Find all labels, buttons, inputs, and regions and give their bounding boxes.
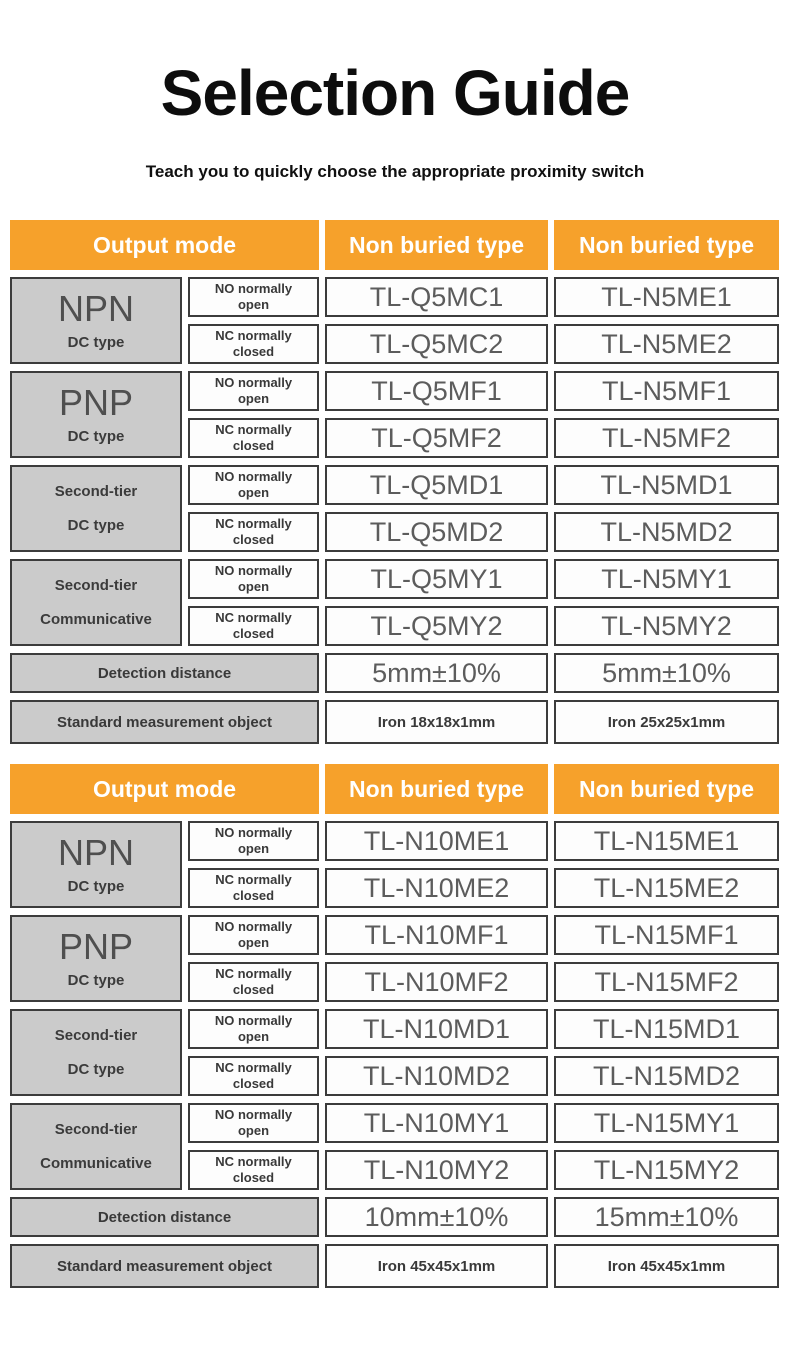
output-type-sub: Communicative <box>40 1154 152 1172</box>
model-cell: TL-N15MD1 <box>554 1009 779 1049</box>
contact-cell-no: NO normally open <box>188 821 319 861</box>
model-cell: TL-Q5MC1 <box>325 277 548 317</box>
output-type-cell-second-tier-dc <box>10 465 182 552</box>
detection-distance-value: 5mm±10% <box>325 653 548 693</box>
model-cell: TL-N15MY1 <box>554 1103 779 1143</box>
model-cell: TL-N5ME1 <box>554 277 779 317</box>
model-cell: TL-Q5MC2 <box>325 324 548 364</box>
model-cell: TL-N5MF1 <box>554 371 779 411</box>
model-cell: TL-N10ME1 <box>325 821 548 861</box>
column-header-output-mode: Output mode <box>10 764 319 814</box>
standard-object-label: Standard measurement object <box>10 700 319 744</box>
column-header-non-buried-1: Non buried type <box>325 220 548 270</box>
column-header-non-buried-1: Non buried type <box>325 764 548 814</box>
selection-guide-page <box>0 58 790 1296</box>
model-cell: TL-N5MY2 <box>554 606 779 646</box>
contact-cell-no: NO normally open <box>188 559 319 599</box>
contact-cell-nc: NC normally closed <box>188 868 319 908</box>
contact-cell-no: NO normally open <box>188 1009 319 1049</box>
model-cell: TL-N10ME2 <box>325 868 548 908</box>
model-cell: TL-N5MF2 <box>554 418 779 458</box>
output-type-name: PNP <box>58 381 134 423</box>
output-type-name: Second-tier <box>54 483 138 501</box>
model-cell: TL-Q5MF2 <box>325 418 548 458</box>
model-cell: TL-N15MY2 <box>554 1150 779 1190</box>
model-cell: TL-Q5MY2 <box>325 606 548 646</box>
standard-object-value: Iron 25x25x1mm <box>554 700 779 744</box>
model-cell: TL-N15ME2 <box>554 868 779 908</box>
contact-cell-no: NO normally open <box>188 465 319 505</box>
detection-distance-label: Detection distance <box>10 653 319 693</box>
model-cell: TL-N10MF1 <box>325 915 548 955</box>
model-cell: TL-N15ME1 <box>554 821 779 861</box>
contact-cell-no: NO normally open <box>188 1103 319 1143</box>
output-type-sub: Communicative <box>40 610 152 628</box>
selection-table-1 <box>10 220 780 744</box>
column-header-non-buried-2: Non buried type <box>554 220 779 270</box>
output-type-cell-npn <box>10 821 182 908</box>
output-type-cell-second-tier-ac <box>10 559 182 646</box>
model-cell: TL-N5MY1 <box>554 559 779 599</box>
contact-cell-nc: NC normally closed <box>188 324 319 364</box>
output-type-sub: DC type <box>67 877 125 895</box>
page-title: Selection Guide <box>160 57 630 129</box>
standard-object-value: Iron 45x45x1mm <box>554 1244 779 1288</box>
output-type-sub: DC type <box>67 333 125 351</box>
model-cell: TL-N15MF1 <box>554 915 779 955</box>
output-type-name: PNP <box>58 925 134 967</box>
detection-distance-value: 10mm±10% <box>325 1197 548 1237</box>
output-type-sub: DC type <box>67 971 125 989</box>
model-cell: TL-Q5MD2 <box>325 512 548 552</box>
contact-cell-nc: NC normally closed <box>188 962 319 1002</box>
output-type-cell-second-tier-ac <box>10 1103 182 1190</box>
model-cell: TL-N10MY2 <box>325 1150 548 1190</box>
output-type-name: Second-tier <box>54 1027 138 1045</box>
output-type-name: NPN <box>57 287 134 329</box>
model-cell: TL-N5MD1 <box>554 465 779 505</box>
detection-distance-label: Detection distance <box>10 1197 319 1237</box>
contact-cell-no: NO normally open <box>188 277 319 317</box>
model-cell: TL-Q5MD1 <box>325 465 548 505</box>
contact-cell-no: NO normally open <box>188 915 319 955</box>
model-cell: TL-Q5MY1 <box>325 559 548 599</box>
model-cell: TL-N5MD2 <box>554 512 779 552</box>
contact-cell-nc: NC normally closed <box>188 418 319 458</box>
output-type-cell-pnp <box>10 915 182 1002</box>
column-header-non-buried-2: Non buried type <box>554 764 779 814</box>
output-type-cell-pnp <box>10 371 182 458</box>
model-cell: TL-Q5MF1 <box>325 371 548 411</box>
output-type-name: Second-tier <box>54 577 138 595</box>
contact-cell-nc: NC normally closed <box>188 1056 319 1096</box>
column-header-output-mode: Output mode <box>10 220 319 270</box>
model-cell: TL-N10MD1 <box>325 1009 548 1049</box>
model-cell: TL-N15MD2 <box>554 1056 779 1096</box>
detection-distance-value: 5mm±10% <box>554 653 779 693</box>
model-cell: TL-N10MY1 <box>325 1103 548 1143</box>
contact-cell-nc: NC normally closed <box>188 606 319 646</box>
output-type-sub: DC type <box>67 427 125 445</box>
output-type-name: NPN <box>57 831 134 873</box>
selection-table-2 <box>10 764 780 1288</box>
standard-object-label: Standard measurement object <box>10 1244 319 1288</box>
output-type-cell-npn <box>10 277 182 364</box>
detection-distance-value: 15mm±10% <box>554 1197 779 1237</box>
contact-cell-no: NO normally open <box>188 371 319 411</box>
model-cell: TL-N10MF2 <box>325 962 548 1002</box>
output-type-name: Second-tier <box>54 1121 138 1139</box>
model-cell: TL-N10MD2 <box>325 1056 548 1096</box>
page-subtitle: Teach you to quickly choose the appropriate proximity switch <box>145 162 645 182</box>
contact-cell-nc: NC normally closed <box>188 512 319 552</box>
standard-object-value: Iron 45x45x1mm <box>325 1244 548 1288</box>
standard-object-value: Iron 18x18x1mm <box>325 700 548 744</box>
model-cell: TL-N5ME2 <box>554 324 779 364</box>
model-cell: TL-N15MF2 <box>554 962 779 1002</box>
contact-cell-nc: NC normally closed <box>188 1150 319 1190</box>
output-type-sub: DC type <box>67 516 125 534</box>
output-type-sub: DC type <box>67 1060 125 1078</box>
output-type-cell-second-tier-dc <box>10 1009 182 1096</box>
